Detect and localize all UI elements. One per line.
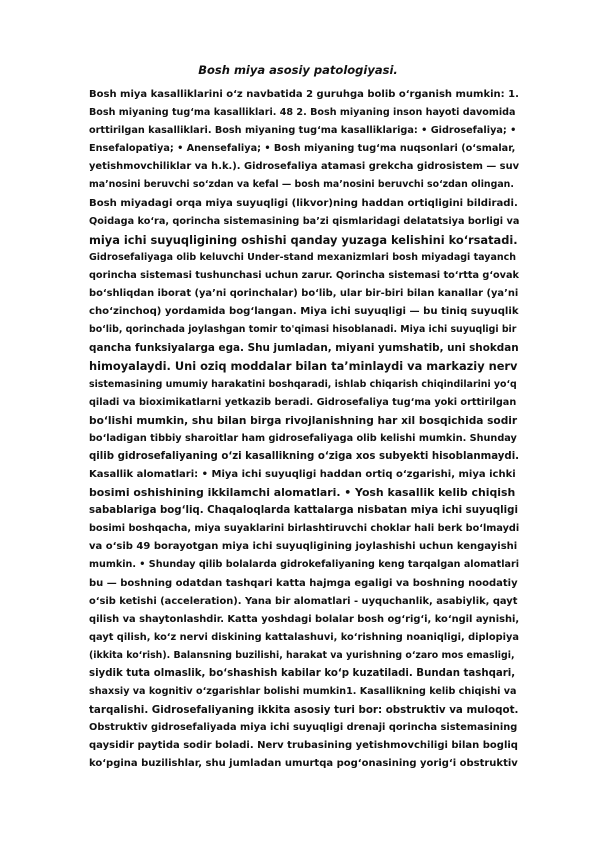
body-line: choʻzinchoq) yordamida bogʻlangan. Miya ichi suyuqligi — bu tiniq suyuqlik — [89, 306, 519, 318]
body-line: maʼnosini beruvchi soʻzdan va kefal — bosh maʼnosini beruvchi soʻzdan olingan. — [89, 179, 514, 191]
body-line: Qoidaga koʻra, qorincha sistemasining baʼzi qismlaridagi delatatsiya borligi va — [89, 215, 520, 227]
body-line: Bosh miya kasalliklarini oʻz navbatida 2 guruhga bolib oʻrganish mumkin: 1. — [89, 89, 519, 100]
body-line: boʻshliqdan iborat (yaʼni qorinchalar) boʻlib, ular bir-biri bilan kanallar (yaʼni — [89, 288, 519, 300]
body-line: va oʻsib 49 borayotgan miya ichi suyuqligining joylashishi uchun kengayishi — [89, 541, 518, 553]
body-line: miya ichi suyuqligining oshishi qanday yuzaga kelishini koʻrsatadi. — [89, 232, 518, 247]
body-line: bosimi boshqacha, miya suyaklarini birlashtiruvchi choklar hali berk boʻlmaydi — [89, 523, 520, 535]
body-line: oʻsib ketishi (acceleration). Yana bir alomatlari - uyquchanlik, asabiylik, qayt — [89, 595, 518, 607]
body-line: Bosh miyadagi orqa miya suyuqligi (likvor)ning haddan ortiqligini bildiradi. — [89, 197, 518, 209]
body-line: Ensefalopatiya; • Anensefaliya; • Bosh miyaning tugʻma nuqsonlari (oʻsmalar, — [89, 143, 516, 155]
body-line: bu — boshning odatdan tashqari katta hajmga egaligi va boshning noodatiy — [89, 577, 518, 589]
body-line: boʻladigan tibbiy sharoitlar ham gidrosefaliyaga olib kelishi mumkin. Shunday — [89, 432, 517, 444]
body-line: Obstruktiv gidrosefaliyada miya ichi suyuqligi drenaji qorincha sistemasining — [89, 722, 518, 734]
body-line: koʻpgina buzilishlar, shu jumladan umurtqa pogʻonasining yorigʻi obstruktiv — [89, 758, 518, 770]
body-line: qorincha sistemasi tushunchasi uchun zarur. Qorincha sistemasi toʻrtta gʻovak — [89, 269, 519, 281]
body-line: qiladi va bioximikatlarni yetkazib beradi. Gidrosefaliya tugʻma yoki orttirilgan — [89, 396, 517, 408]
body-line: sabablariga bogʻliq. Chaqaloqlarda kattalarga nisbatan miya ichi suyuqligi — [89, 505, 518, 517]
body-line: qaysidir paytida sodir boladi. Nerv trubasining yetishmovchiligi bilan bogliq — [89, 740, 518, 752]
body-line: Gidrosefaliyaga olib keluvchi Under-stand mexanizmlari bosh miyadagi tayanch — [89, 251, 517, 263]
body-line: siydik tuta olmaslik, boʻshashish kabilar koʻp kuzatiladi. Bundan tashqari, — [89, 668, 516, 679]
body-line: shaxsiy va kognitiv oʻzgarishlar bolishi mumkin1. Kasallikning kelib chiqishi va — [89, 686, 517, 698]
body-line: yetishmovchiliklar va h.k.). Gidrosefaliya atamasi grekcha gidrosistem — suv — [89, 161, 520, 173]
body-line: himoyalaydi. Uni oziq moddalar bilan taʼminlaydi va markaziy nerv — [89, 359, 518, 374]
body-line: sistemasining umumiy harakatini boshqaradi, ishlab chiqarish chiqindilarini yoʻq — [89, 378, 517, 390]
body-line: orttirilgan kasalliklari. Bosh miyaning tugʻma kasalliklariga: • Gidrosefaliya; • — [89, 125, 517, 137]
body-line: Bosh miyaning tugʻma kasalliklari. 48 2. Bosh miyaning inson hayoti davomida — [89, 107, 516, 119]
body-line: boʻlib, qorinchada joylashgan tomir to'qimasi hisoblanadi. Miya ichi suyuqligi bir — [89, 324, 517, 336]
document-title: Bosh miya asosiy patologiyasi. — [198, 63, 398, 77]
body-line: Kasallik alomatlari: • Miya ichi suyuqligi haddan ortiq oʻzgarishi, miya ichki — [89, 468, 516, 480]
body-line: (ikkita koʻrish). Balansning buzilishi, harakat va yurishning oʻzaro mos emasligi, — [89, 649, 515, 661]
body-line: qancha funksiyalarga ega. Shu jumladan, miyani yumshatib, uni shokdan — [89, 342, 519, 355]
body-line: mumkin. • Shunday qilib bolalarda gidrokefaliyaning keng tarqalgan alomatlari — [89, 559, 520, 571]
body-line: tarqalishi. Gidrosefaliyaning ikkita asosiy turi bor: obstruktiv va muloqot. — [89, 704, 519, 717]
body-line: boʻlishi mumkin, shu bilan birga rivojlanishning har xil bosqichida sodir — [89, 414, 518, 427]
body-line: bosimi oshishining ikkilamchi alomatlari. • Yosh kasallik kelib chiqish — [89, 486, 516, 500]
body-line: qilish va shaytonlashdir. Katta yoshdagi bolalar bosh ogʻrigʻi, koʻngil aynishi, — [89, 613, 520, 625]
document-body — [89, 86, 519, 774]
body-line: qayt qilish, koʻz nervi diskining kattalashuvi, koʻrishning noaniqligi, diplopiya — [89, 631, 519, 643]
body-line: qilib gidrosefaliyaning oʻzi kasallikning oʻziga xos subyekti hisoblanmaydi. — [89, 450, 520, 462]
